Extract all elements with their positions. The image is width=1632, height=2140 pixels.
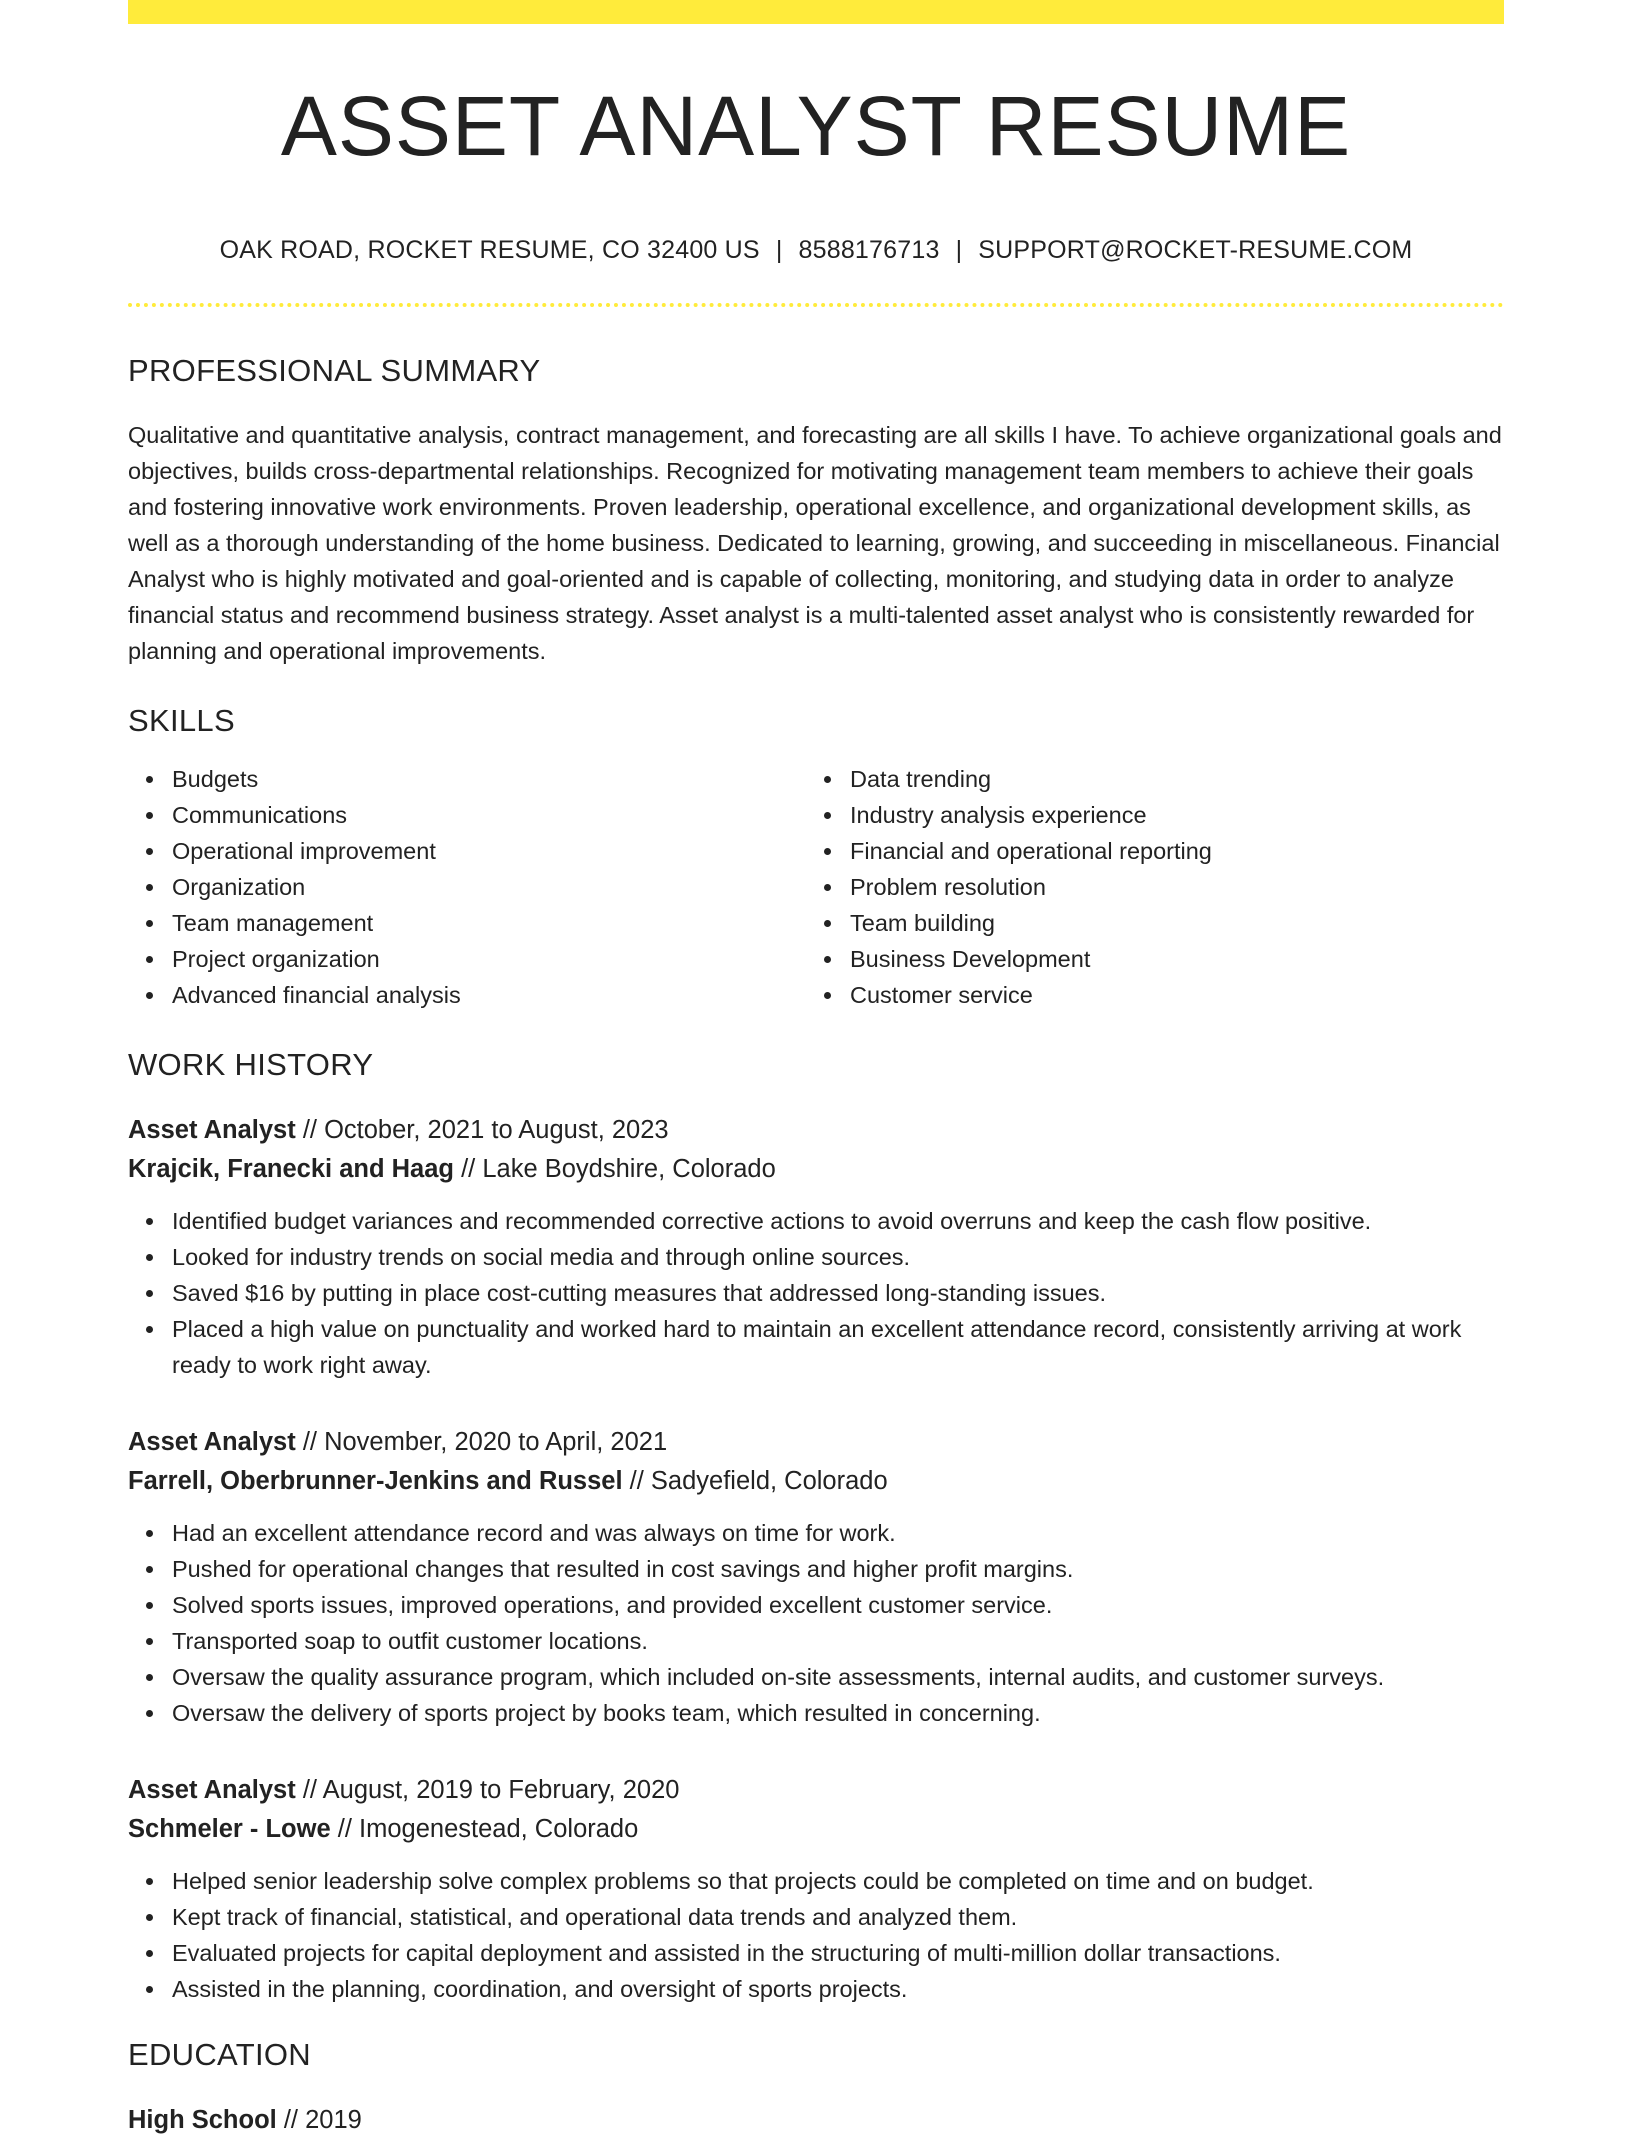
skills-heading: SKILLS xyxy=(128,703,235,738)
job-entry xyxy=(128,1423,1504,1731)
job-bullets xyxy=(128,1515,1504,1731)
job-company: Farrell, Oberbrunner-Jenkins and Russel xyxy=(128,1467,623,1495)
job-title: Asset Analyst xyxy=(128,1428,296,1456)
job-divider: // xyxy=(461,1155,476,1183)
job-entry xyxy=(128,1111,1504,1383)
job-bullet: Placed a high value on punctuality and worked hard to maintain an excellent attendance record, consistently arriving at work ready to work right away. xyxy=(128,1311,1504,1383)
job-divider: // xyxy=(302,1776,317,1804)
job-bullet: Oversaw the delivery of sports project by books team, which resulted in concerning. xyxy=(128,1695,1504,1731)
job-company-line xyxy=(128,1462,1504,1501)
job-bullet: Helped senior leadership solve complex problems so that projects could be completed on time and on budget. xyxy=(128,1863,1504,1899)
job-bullet: Kept track of financial, statistical, and operational data trends and analyzed them. xyxy=(128,1899,1504,1935)
job-bullet: Assisted in the planning, coordination, and oversight of sports projects. xyxy=(128,1971,1504,2007)
skill-item: Project organization xyxy=(128,941,806,977)
job-dates: August, 2019 to February, 2020 xyxy=(322,1776,680,1804)
summary-text: Qualitative and quantitative analysis, contract management, and forecasting are all skills I have. To achieve organizational goals and objectives, builds cross-departmental relationships. Recognized for motivating management team members to achieve their goals and fostering innovative work environments. Proven leadership, operational excellence, and organizational development skills, as well as a thorough understanding of the home business. Dedicated to learning, growing, and succeeding in miscellaneous. Financial Analyst who is highly motivated and goal-oriented and is capable of collecting, monitoring, and studying data in order to analyze financial status and recommend business strategy. Asset analyst is a multi-talented asset analyst who is consistently rewarded for planning and operational improvements. xyxy=(128,422,1502,664)
dotted-divider xyxy=(128,303,1504,307)
job-title-line xyxy=(128,1111,1504,1150)
job-bullet: Looked for industry trends on social media and through online sources. xyxy=(128,1239,1504,1275)
job-bullet: Solved sports issues, improved operations, and provided excellent customer service. xyxy=(128,1587,1504,1623)
job-company-line xyxy=(128,1810,1504,1849)
education-heading: EDUCATION xyxy=(128,2037,311,2072)
work-history-list xyxy=(128,1111,1504,2007)
job-dates: November, 2020 to April, 2021 xyxy=(324,1428,668,1456)
edu-year: 2019 xyxy=(305,2106,362,2134)
skills-columns xyxy=(128,761,1504,1013)
skill-item: Organization xyxy=(128,869,806,905)
job-title: Asset Analyst xyxy=(128,1776,296,1804)
skill-item: Industry analysis experience xyxy=(806,797,1484,833)
job-dates: October, 2021 to August, 2023 xyxy=(324,1116,669,1144)
skill-item: Advanced financial analysis xyxy=(128,977,806,1013)
job-divider: // xyxy=(337,1815,352,1843)
school-name: High School xyxy=(128,2106,277,2134)
job-location: Imogenestead, Colorado xyxy=(359,1815,639,1843)
contact-separator: | xyxy=(955,236,963,264)
address: OAK ROAD, ROCKET RESUME, CO 32400 US xyxy=(219,236,760,264)
skill-item: Team management xyxy=(128,905,806,941)
skill-item: Data trending xyxy=(806,761,1484,797)
job-company-line xyxy=(128,1150,1504,1189)
job-location: Lake Boydshire, Colorado xyxy=(482,1155,776,1183)
skill-item: Customer service xyxy=(806,977,1484,1013)
skill-item: Communications xyxy=(128,797,806,833)
resume-title: ASSET ANALYST RESUME xyxy=(280,79,1352,173)
job-entry xyxy=(128,1771,1504,2007)
job-bullet: Evaluated projects for capital deployment and assisted in the structuring of multi-million dollar transactions. xyxy=(128,1935,1504,1971)
job-bullet: Had an excellent attendance record and was always on time for work. xyxy=(128,1515,1504,1551)
email: SUPPORT@ROCKET-RESUME.COM xyxy=(978,236,1413,264)
phone: 8588176713 xyxy=(798,236,940,264)
resume-page xyxy=(128,0,1504,2140)
job-bullets xyxy=(128,1203,1504,1383)
job-location: Sadyefield, Colorado xyxy=(650,1467,888,1495)
skill-item: Team building xyxy=(806,905,1484,941)
skill-item: Budgets xyxy=(128,761,806,797)
edu-divider: // xyxy=(283,2106,299,2134)
job-divider: // xyxy=(629,1467,644,1495)
work-history-heading: WORK HISTORY xyxy=(128,1047,374,1082)
job-divider: // xyxy=(302,1116,317,1144)
skill-item: Financial and operational reporting xyxy=(806,833,1484,869)
job-divider: // xyxy=(302,1428,317,1456)
accent-bar xyxy=(128,0,1504,24)
skill-item: Problem resolution xyxy=(806,869,1484,905)
job-bullet: Transported soap to outfit customer locations. xyxy=(128,1623,1504,1659)
job-bullet: Identified budget variances and recommended corrective actions to avoid overruns and keep the cash flow positive. xyxy=(128,1203,1504,1239)
education-entry xyxy=(128,2101,1504,2140)
job-bullet: Saved $16 by putting in place cost-cutting measures that addressed long-standing issues. xyxy=(128,1275,1504,1311)
skills-list-left xyxy=(128,761,806,1013)
skill-item: Business Development xyxy=(806,941,1484,977)
job-title-line xyxy=(128,1423,1504,1462)
summary-heading: PROFESSIONAL SUMMARY xyxy=(128,353,541,388)
skill-item: Operational improvement xyxy=(128,833,806,869)
job-bullets xyxy=(128,1863,1504,2007)
job-title: Asset Analyst xyxy=(128,1116,296,1144)
job-title-line xyxy=(128,1771,1504,1810)
job-bullet: Pushed for operational changes that resulted in cost savings and higher profit margins. xyxy=(128,1551,1504,1587)
job-bullet: Oversaw the quality assurance program, which included on-site assessments, internal audits, and customer surveys. xyxy=(128,1659,1504,1695)
job-company: Schmeler - Lowe xyxy=(128,1815,331,1843)
skills-list-right xyxy=(806,761,1484,1013)
contact-separator: | xyxy=(775,236,783,264)
contact-line xyxy=(128,236,1504,265)
job-company: Krajcik, Franecki and Haag xyxy=(128,1155,454,1183)
